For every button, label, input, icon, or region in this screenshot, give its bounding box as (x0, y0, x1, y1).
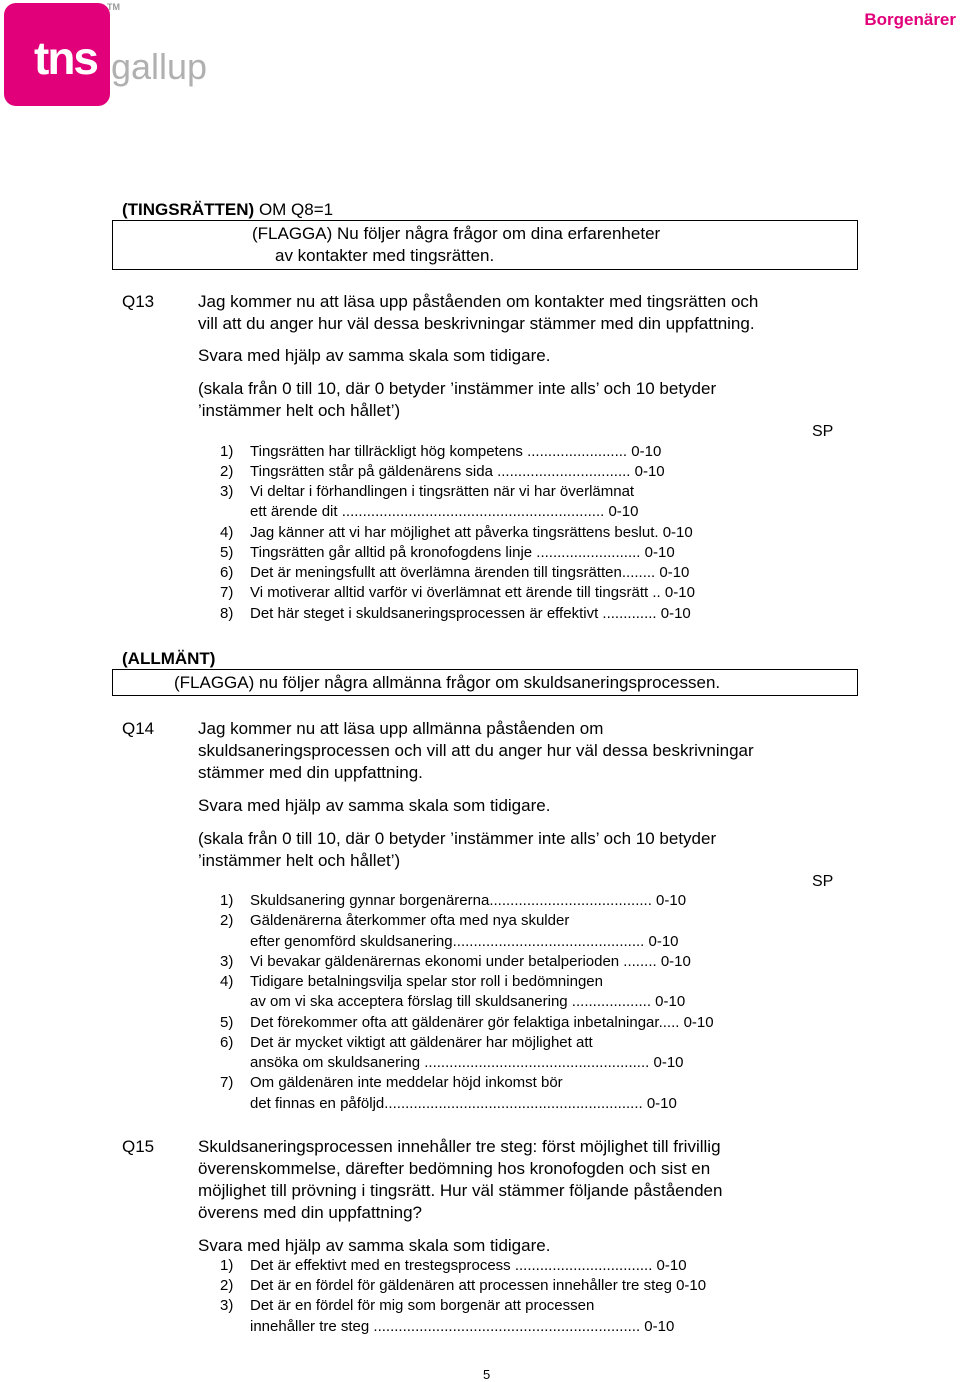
section-heading-bold: (TINGSRÄTTEN) (122, 200, 255, 219)
page-number: 5 (483, 1367, 491, 1382)
q13-text-line-1: Jag kommer nu att läsa upp påståenden om kontakter med tingsrätten och (198, 292, 759, 311)
q15-text-line-4: överens med din uppfattning? (198, 1203, 422, 1222)
section-heading-tingsratten (122, 199, 333, 221)
q14-scale-line-1: (skala från 0 till 10, där 0 betyder ’instämmer inte alls’ och 10 betyder (198, 829, 717, 848)
section-heading-condition: OM Q8=1 (254, 200, 334, 219)
header-title: Borgenärer (864, 10, 956, 29)
q15-instruction: Svara med hjälp av samma skala som tidigare. (198, 1236, 551, 1255)
logo-text-tns: tns (34, 32, 97, 84)
q14-text-line-1: Jag kommer nu att läsa upp allmänna påståenden om (198, 719, 604, 738)
q13-instruction: Svara med hjälp av samma skala som tidigare. (198, 346, 551, 365)
q14-instruction: Svara med hjälp av samma skala som tidigare. (198, 796, 551, 815)
question-number-q13: Q13 (122, 292, 155, 311)
q13-text-line-2: vill att du anger hur väl dessa beskrivningar stämmer med din uppfattning. (198, 314, 755, 333)
flag-line-allmant: (FLAGGA) nu följer några allmänna frågor om skuldsaneringsprocessen. (174, 673, 721, 692)
logo-text-gallup: gallup (111, 46, 208, 87)
question-number-q15: Q15 (122, 1137, 155, 1156)
section-heading-allmant: (ALLMÄNT) (122, 649, 216, 668)
q15-text-line-2: överenskommelse, därefter bedömning hos kronofogden och sist en (198, 1159, 711, 1178)
q15-text-line-3: möjlighet till prövning i tingsrätt. Hur väl stämmer följande påståenden (198, 1181, 723, 1200)
tns-gallup-logo (4, 3, 110, 106)
q14-sp-label: SP (812, 873, 834, 890)
q14-scale-line-2: ’instämmer helt och hållet’) (198, 851, 401, 870)
logo-trademark: TM (107, 2, 120, 12)
flag-line-1: (FLAGGA) Nu följer några frågor om dina erfarenheter (252, 224, 661, 243)
q13-sp-label: SP (812, 423, 834, 440)
q14-text-line-2: skuldsaneringsprocessen och vill att du anger hur väl dessa beskrivningar (198, 741, 754, 760)
flag-line-2: av kontakter med tingsrätten. (275, 246, 495, 265)
q13-scale-line-1: (skala från 0 till 10, där 0 betyder ’instämmer inte alls’ och 10 betyder (198, 379, 717, 398)
q14-text-line-3: stämmer med din uppfattning. (198, 763, 423, 782)
q13-scale-line-2: ’instämmer helt och hållet’) (198, 401, 401, 420)
q15-text-line-1: Skuldsaneringsprocessen innehåller tre steg: först möjlighet till frivillig (198, 1137, 721, 1156)
question-number-q14: Q14 (122, 719, 155, 738)
